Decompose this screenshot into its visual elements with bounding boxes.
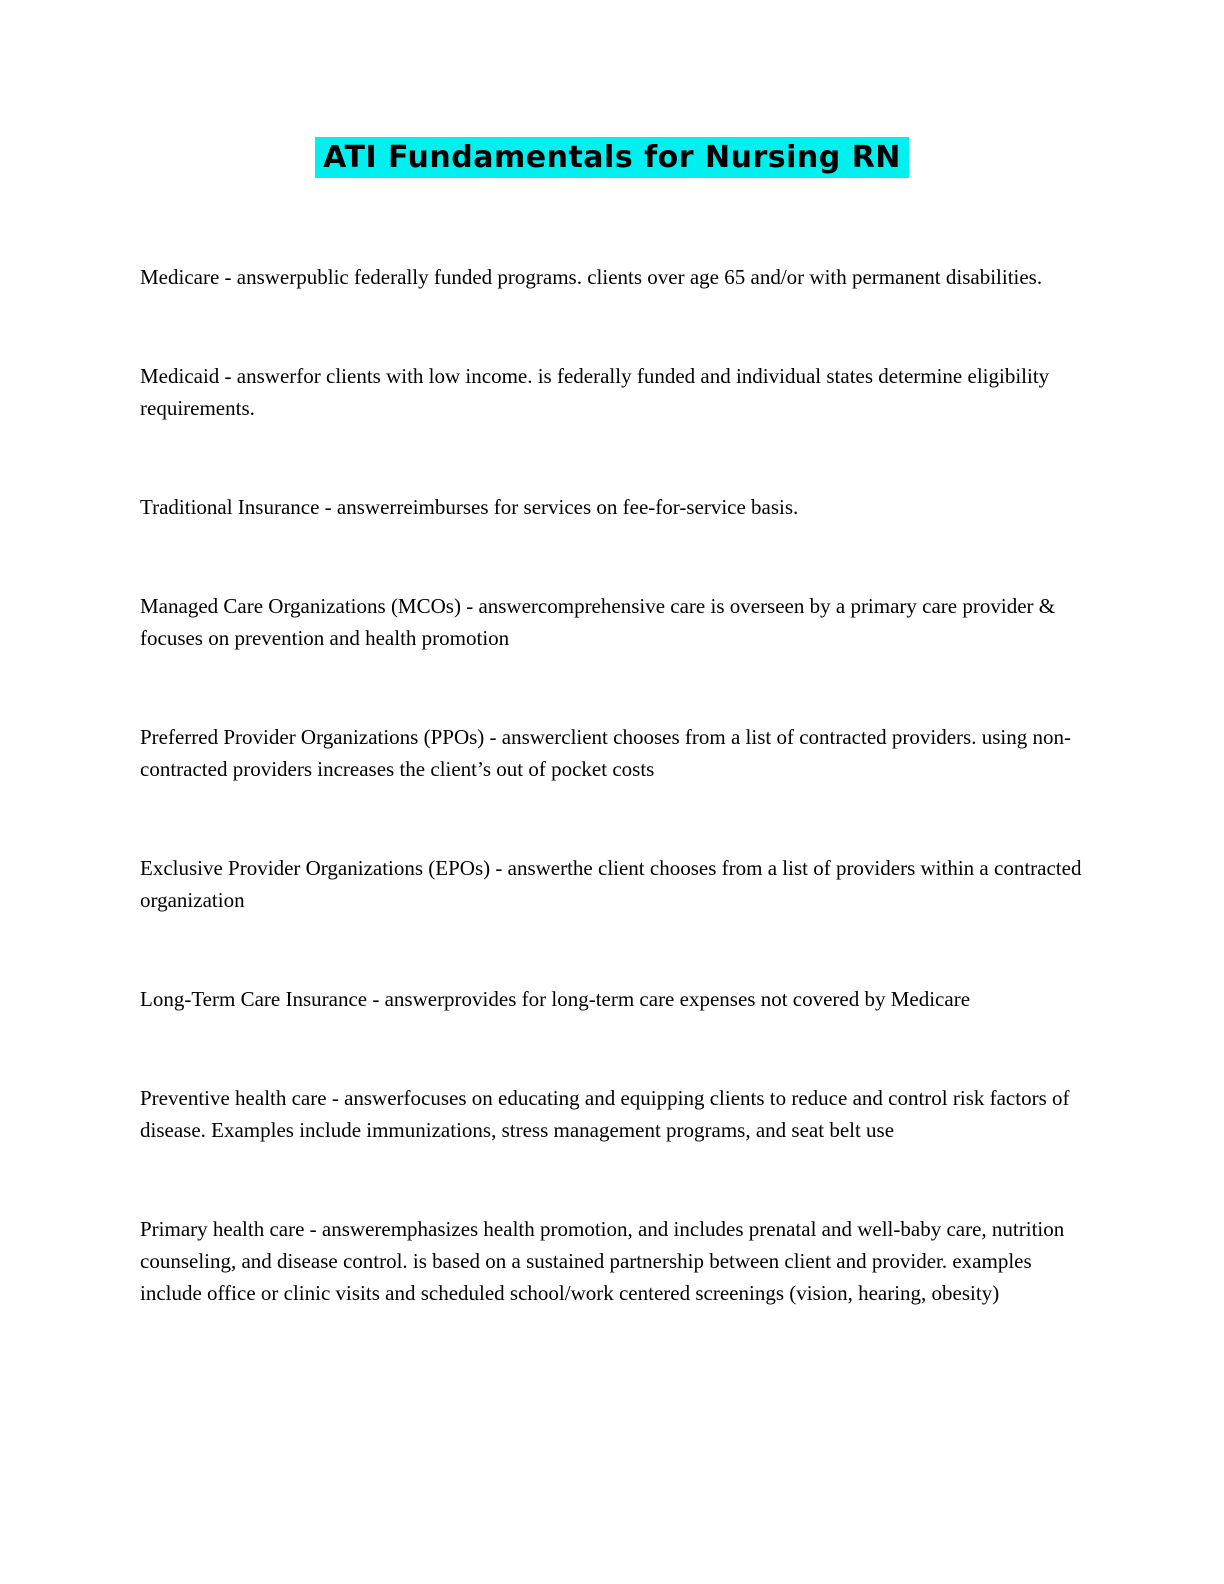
entry-paragraph: Primary health care - answeremphasizes health promotion, and includes prenatal and well-baby care, nutrition counseling, and disease control. is based on a sustained partnership between client and provider. examples include office or clinic visits and scheduled school/work centered screenings (vision, hearing, obesity) — [140, 1217, 1065, 1305]
entry-paragraph: Managed Care Organizations (MCOs) - answercomprehensive care is overseen by a primary care provider & focuses on prevention and health promotion — [140, 594, 1056, 650]
entry-paragraph: Traditional Insurance - answerreimburses for services on fee-for-service basis. — [140, 495, 799, 519]
entry-paragraph: Medicaid - answerfor clients with low income. is federally funded and individual states determine eligibility requirements. — [140, 364, 1050, 420]
entry-paragraph: Exclusive Provider Organizations (EPOs) - answerthe client chooses from a list of providers within a contracted organization — [140, 856, 1082, 912]
entry-paragraph: Long-Term Care Insurance - answerprovides for long-term care expenses not covered by Medicare — [140, 987, 971, 1011]
title-row — [0, 0, 1224, 177]
entry-paragraph: Preventive health care - answerfocuses on educating and equipping clients to reduce and control risk factors of disease. Examples include immunizations, stress management programs, and seat belt use — [140, 1086, 1070, 1142]
page-title: ATI Fundamentals for Nursing RN — [315, 137, 909, 178]
entry-paragraph: Preferred Provider Organizations (PPOs) - answerclient chooses from a list of contracted providers. using non-contracted providers increases the client’s out of pocket costs — [140, 725, 1071, 781]
document-body — [140, 261, 1084, 1309]
entry-paragraph: Medicare - answerpublic federally funded programs. clients over age 65 and/or with permanent disabilities. — [140, 265, 1043, 289]
